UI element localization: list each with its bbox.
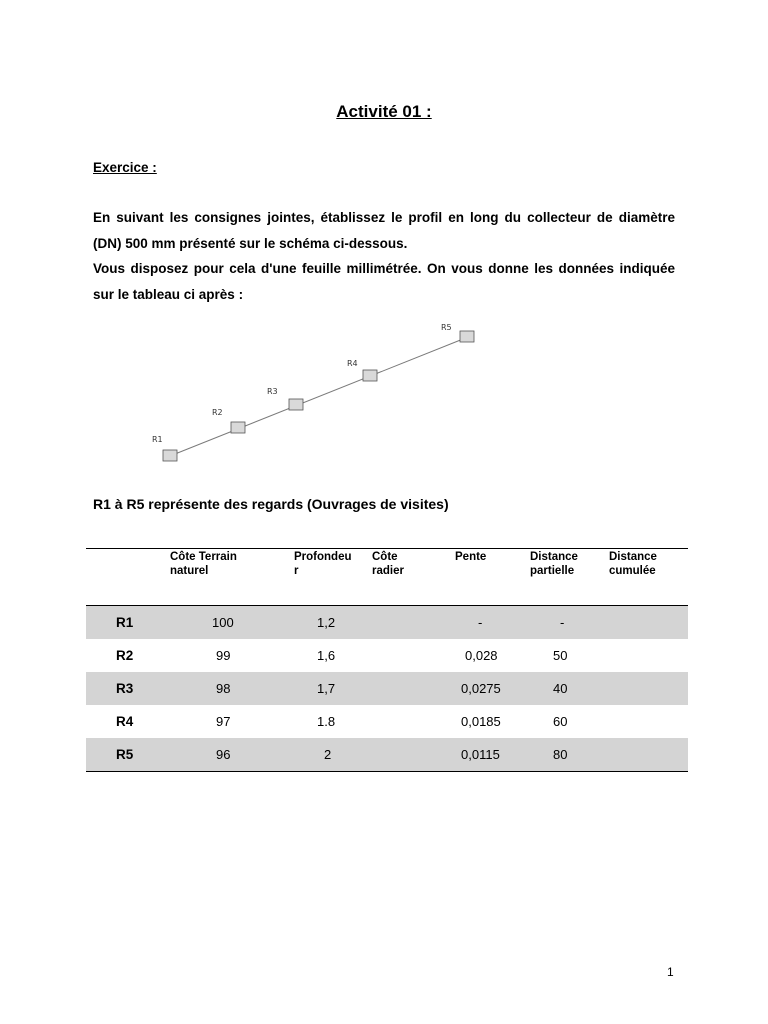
cell-profondeur: 1,6 — [317, 648, 336, 663]
table-row — [86, 672, 688, 705]
cell-distance-partielle: 50 — [553, 648, 568, 663]
data-table — [86, 548, 688, 772]
page-number: 1 — [667, 965, 674, 979]
cell-profondeur: 1,7 — [294, 672, 372, 705]
cell-cote-radier — [372, 738, 451, 772]
cell-profondeur: 1,2 — [294, 606, 372, 640]
cell-pente: 0,0115 — [451, 738, 530, 772]
cell-profondeur: 1.8 — [317, 714, 336, 729]
cell-distance-partielle: - — [530, 606, 609, 640]
cell-cote-terrain: 100 — [170, 606, 294, 640]
manhole-label-r2: R2 — [212, 408, 223, 417]
row-label: R5 — [86, 738, 170, 772]
cell-distance-cumulee — [609, 672, 688, 705]
manhole-label-r1: R1 — [152, 435, 163, 444]
cell-profondeur: 2 — [294, 738, 372, 772]
cell-cote-terrain: 98 — [170, 672, 294, 705]
row-label: R2 — [116, 648, 134, 663]
cell-distance-cumulee — [609, 606, 688, 640]
cell-distance-partielle: 80 — [530, 738, 609, 772]
cell-pente: 0,0185 — [461, 714, 501, 729]
cell-pente: 0,028 — [465, 648, 498, 663]
row-label: R1 — [86, 606, 170, 640]
manhole-r3 — [267, 387, 303, 410]
header-distance-cumulee: Distance cumulée — [609, 549, 688, 606]
cell-cote-terrain: 97 — [216, 714, 231, 729]
cell-cote-terrain: 99 — [216, 648, 231, 663]
diagram-caption: R1 à R5 représente des regards (Ouvrages de visites) — [93, 496, 449, 512]
cell-distance-partielle: 40 — [530, 672, 609, 705]
cell-cote-radier — [372, 639, 451, 672]
table-row — [86, 705, 688, 738]
table-row — [86, 606, 688, 640]
manhole-label-r5: R5 — [441, 323, 452, 332]
table-header-row — [86, 549, 688, 606]
cell-distance-cumulee — [609, 639, 688, 672]
header-cote-terrain: Côte Terrain naturel — [170, 549, 294, 606]
cell-cote-radier — [372, 705, 451, 738]
instruction-paragraph-2: Vous disposez pour cela d'une feuille millimétrée. On vous donne les données indiquée sur le tableau ci après : — [93, 261, 675, 302]
table-row — [86, 639, 688, 672]
manhole-label-r3: R3 — [267, 387, 278, 396]
cell-pente: 0,0275 — [451, 672, 530, 705]
manhole-r4 — [347, 359, 377, 381]
manhole-r2 — [212, 408, 245, 433]
cell-distance-cumulee — [609, 738, 688, 772]
cell-distance-cumulee — [609, 705, 688, 738]
cell-pente: - — [451, 606, 530, 640]
cell-cote-radier — [372, 606, 451, 640]
manhole-label-r4: R4 — [347, 359, 358, 368]
collector-line — [170, 337, 468, 456]
header-empty — [86, 549, 170, 606]
page-title: Activité 01 : — [336, 102, 432, 121]
exercise-heading: Exercice : — [93, 160, 157, 175]
cell-cote-terrain: 96 — [170, 738, 294, 772]
header-profondeur: Profondeu r — [294, 549, 372, 606]
row-label: R3 — [86, 672, 170, 705]
row-label: R4 — [116, 714, 134, 729]
manhole-r1 — [152, 435, 177, 461]
header-pente: Pente — [451, 549, 530, 606]
cell-distance-partielle: 60 — [553, 714, 568, 729]
header-distance-partielle: Distance partielle — [530, 549, 609, 606]
sewer-collector-diagram — [88, 318, 508, 478]
manhole-r5 — [441, 323, 474, 342]
instruction-paragraph-1: En suivant les consignes jointes, établissez le profil en long du collecteur de diamètre (DN) 500 mm présenté sur le schéma ci-dessous. — [93, 210, 675, 251]
header-cote-radier: Côte radier — [372, 549, 451, 606]
cell-cote-radier — [372, 672, 451, 705]
table-row — [86, 738, 688, 772]
